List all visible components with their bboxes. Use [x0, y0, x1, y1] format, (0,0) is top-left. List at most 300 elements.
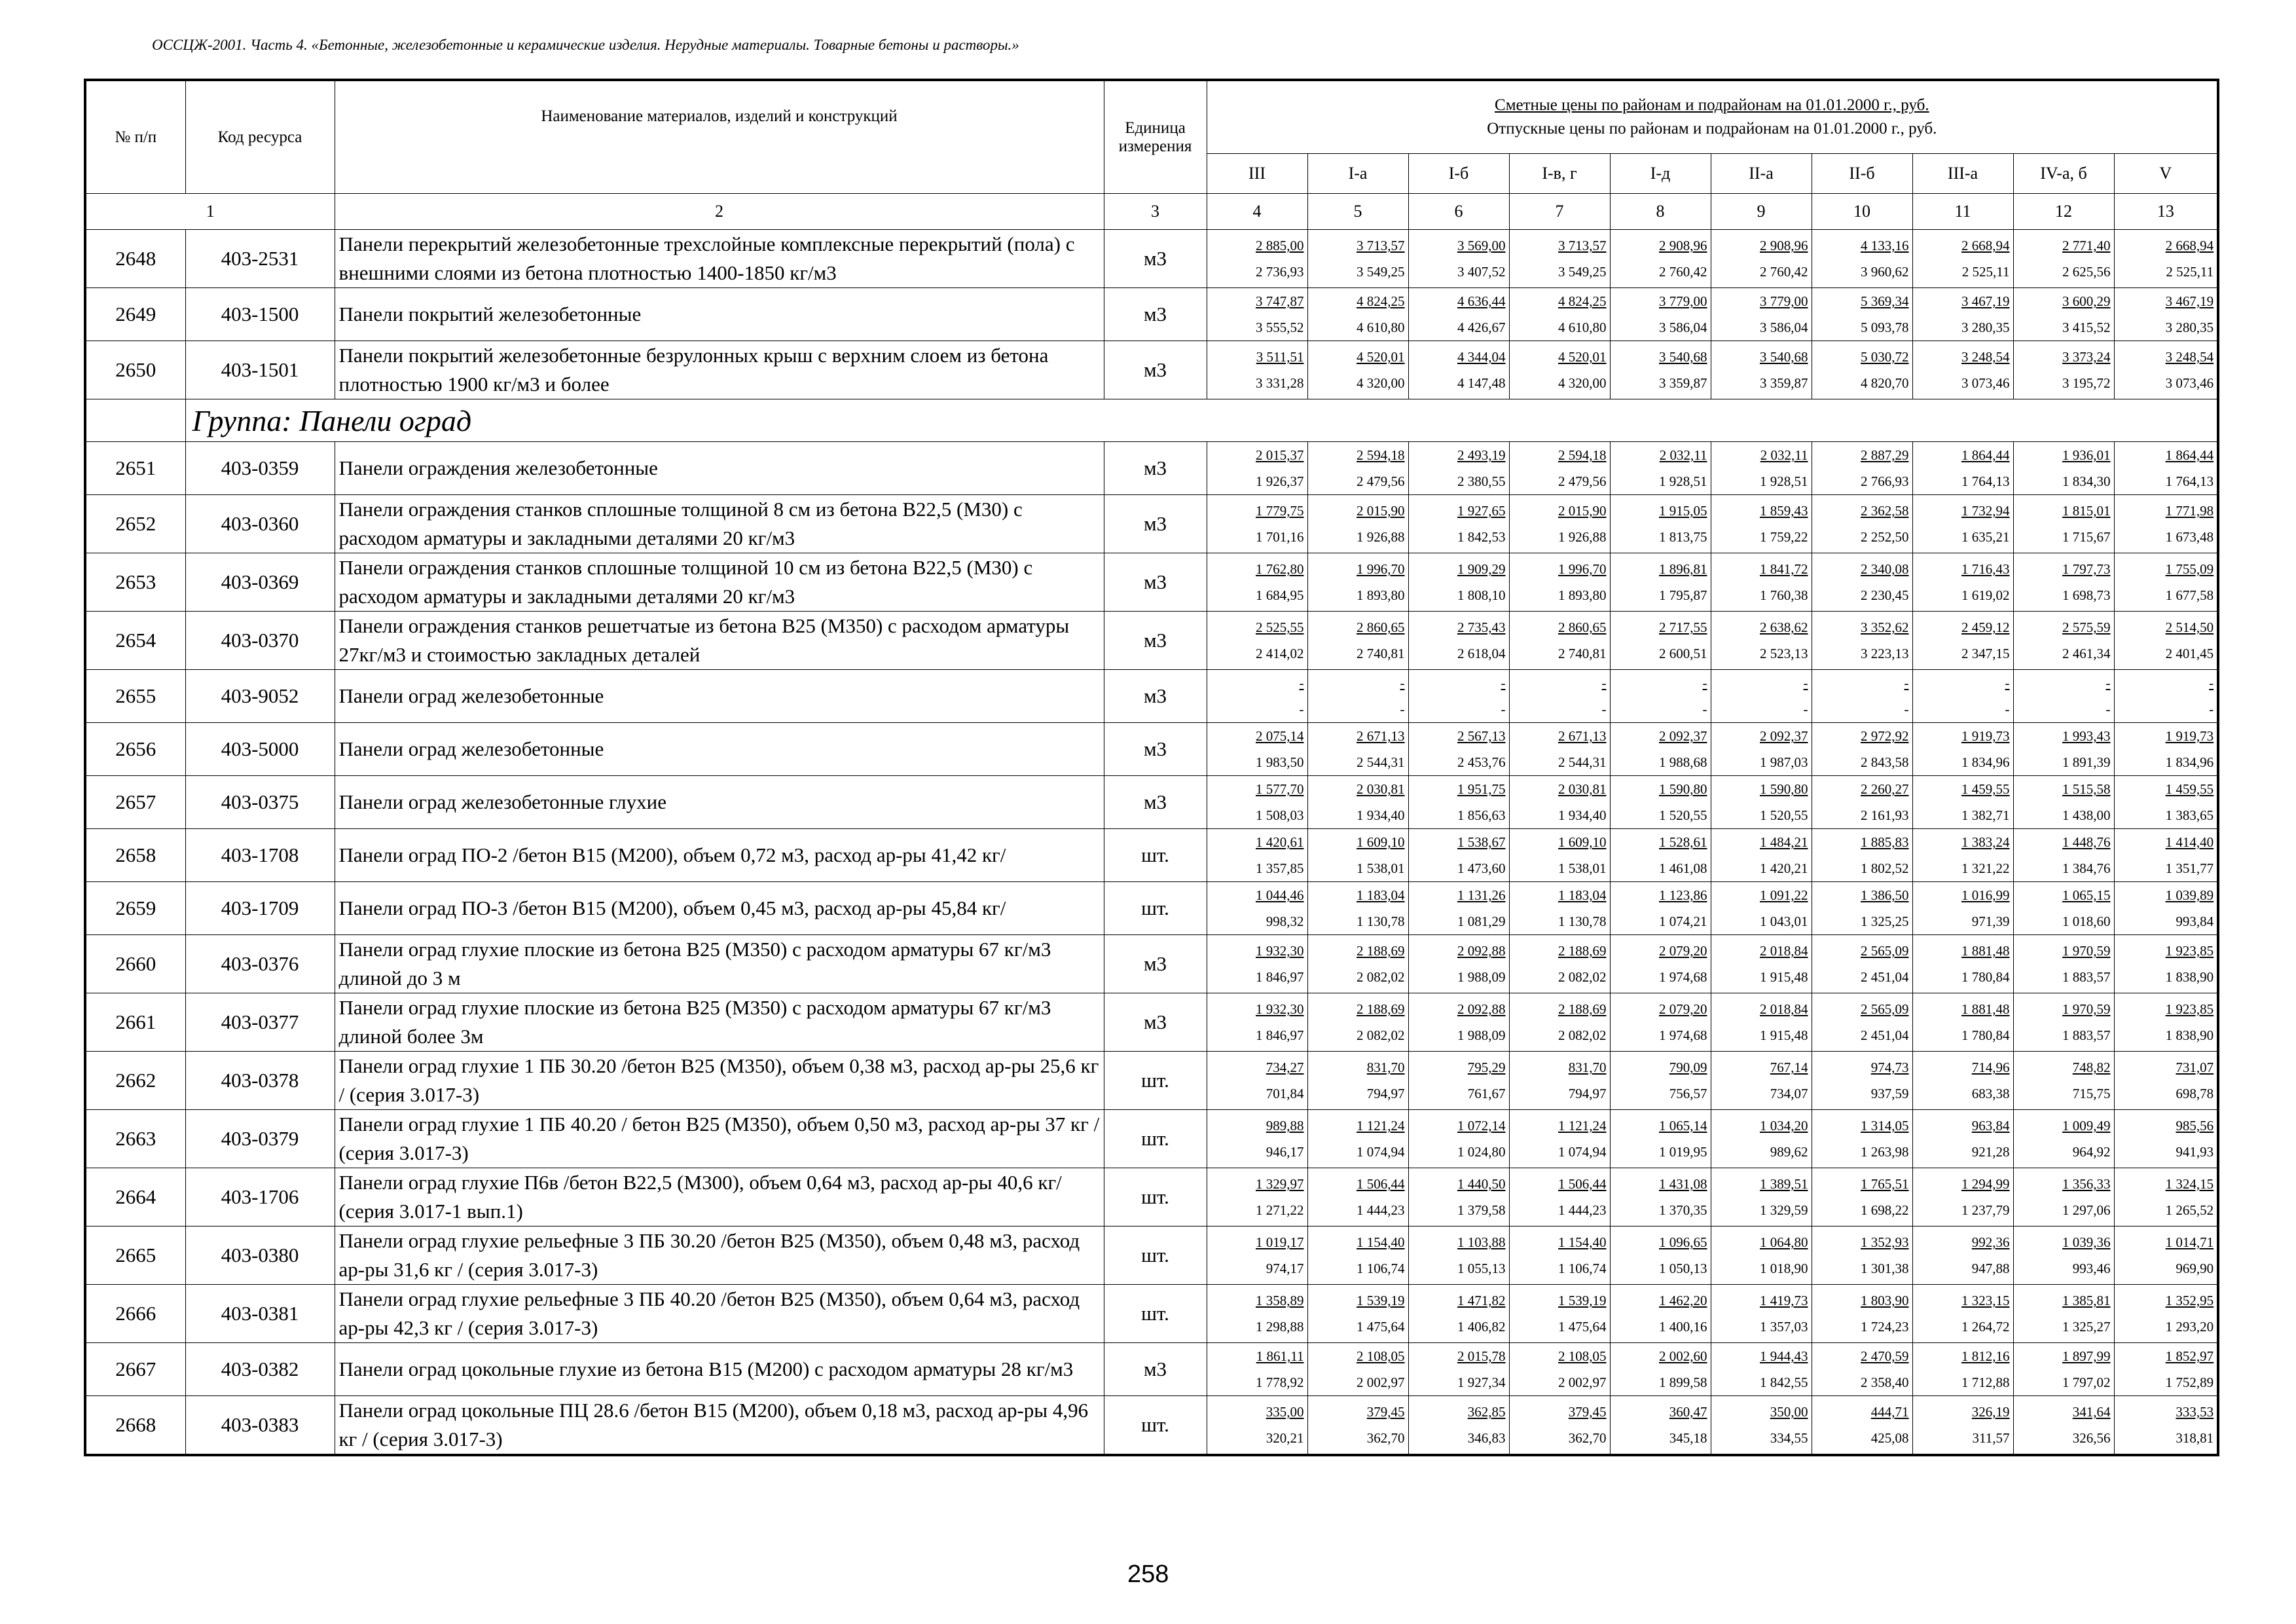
- price-table: [84, 79, 2219, 1456]
- price-cell: [1307, 553, 1408, 612]
- release-price: 4 610,80: [1357, 320, 1405, 335]
- release-price: 1 712,88: [1961, 1375, 2010, 1390]
- price-cell: [1711, 1285, 1812, 1343]
- price-cell: [1711, 288, 1812, 341]
- estimate-price: 2 075,14: [1256, 728, 1304, 744]
- estimate-price: 3 467,19: [2165, 293, 2214, 309]
- estimate-price: 1 881,48: [1961, 1001, 2010, 1017]
- resource-code: 403-0379: [185, 1110, 335, 1168]
- release-price: 1 130,78: [1357, 913, 1405, 929]
- estimate-price: 1 356,33: [2062, 1176, 2111, 1192]
- resource-code: 403-1708: [185, 829, 335, 882]
- price-cell: [1509, 1285, 1610, 1343]
- estimate-price: 444,71: [1870, 1404, 1909, 1420]
- release-price: 993,46: [2072, 1261, 2111, 1276]
- price-cell: [1207, 341, 1307, 399]
- resource-code: 403-1500: [185, 288, 335, 341]
- estimate-price: 1 386,50: [1861, 887, 1909, 903]
- estimate-price: 3 248,54: [2165, 349, 2214, 365]
- release-price: 2 002,97: [1357, 1375, 1405, 1390]
- unit: м3: [1104, 776, 1207, 829]
- item-name: Панели оград глухие рельефные 3 ПБ 40.20 /бетон В25 (М350), объем 0,64 м3, расход ар-ры 42,3 кг / (серия 3.017-3): [335, 1285, 1104, 1343]
- row-num: 2658: [85, 829, 185, 882]
- price-cell: [1207, 935, 1307, 993]
- price-cell: [1207, 1285, 1307, 1343]
- release-price: 1 813,75: [1659, 529, 1707, 545]
- price-cell: [1509, 1396, 1610, 1456]
- release-price: 2 618,04: [1457, 646, 1506, 661]
- estimate-price: 2 188,69: [1357, 943, 1405, 959]
- release-price: 2 082,02: [1357, 969, 1405, 985]
- price-cell: [2114, 1110, 2218, 1168]
- price-cell: [1307, 882, 1408, 935]
- price-cell: [1408, 612, 1509, 670]
- price-cell: [2114, 495, 2218, 553]
- estimate-price: 2 972,92: [1861, 728, 1909, 744]
- price-cell: [1207, 1052, 1307, 1110]
- estimate-price: 1 852,97: [2165, 1348, 2214, 1364]
- price-cell: [2114, 1227, 2218, 1285]
- estimate-price: 2 459,12: [1961, 619, 2010, 635]
- release-price: 3 586,04: [1760, 320, 1808, 335]
- price-cell: [1610, 553, 1711, 612]
- release-price: 2 082,02: [1357, 1027, 1405, 1043]
- estimate-price: 3 467,19: [1961, 293, 2010, 309]
- price-cell: [2114, 612, 2218, 670]
- table-row: [85, 1285, 2218, 1343]
- unit: м3: [1104, 723, 1207, 776]
- estimate-price: 1 484,21: [1760, 834, 1808, 850]
- release-price: 1 778,92: [1256, 1375, 1304, 1390]
- price-cell: [2013, 341, 2114, 399]
- release-price: 1 974,68: [1659, 969, 1707, 985]
- release-price: 701,84: [1266, 1086, 1304, 1101]
- unit: м3: [1104, 993, 1207, 1052]
- item-name: Панели перекрытий железобетонные трехслойные комплексные перекрытий (пола) с внешними слоями из бетона плотностью 1400-1850 кг/м3: [335, 230, 1104, 288]
- release-price: 1 357,03: [1760, 1319, 1808, 1335]
- release-price: 2 401,45: [2165, 646, 2214, 661]
- estimate-price: 1 091,22: [1760, 887, 1808, 903]
- column-index: 1: [85, 194, 335, 230]
- price-cell: [1307, 230, 1408, 288]
- price-cell: [1509, 1343, 1610, 1396]
- price-cell: [1307, 495, 1408, 553]
- price-cell: [1207, 723, 1307, 776]
- release-price: 993,84: [2176, 913, 2214, 929]
- estimate-price: 1 993,43: [2062, 728, 2111, 744]
- price-cell: [1307, 829, 1408, 882]
- price-cell: [1207, 612, 1307, 670]
- unit: м3: [1104, 935, 1207, 993]
- row-num: 2655: [85, 670, 185, 723]
- price-cell: [2114, 288, 2218, 341]
- release-price: 734,07: [1770, 1086, 1808, 1101]
- estimate-price: 2 188,69: [1558, 943, 1607, 959]
- price-cell: [1408, 1168, 1509, 1227]
- column-index: 11: [1912, 194, 2013, 230]
- price-cell: [1307, 442, 1408, 495]
- release-price: 1 983,50: [1256, 754, 1304, 770]
- estimate-price: 1 389,51: [1760, 1176, 1808, 1192]
- release-price: 1 384,76: [2062, 860, 2111, 876]
- price-cell: [2013, 1343, 2114, 1396]
- estimate-price: 1 154,40: [1357, 1234, 1405, 1250]
- column-index: 9: [1711, 194, 1812, 230]
- estimate-price: 1 771,98: [2165, 503, 2214, 519]
- estimate-price: 974,73: [1870, 1060, 1909, 1075]
- estimate-price: -: [1601, 675, 1607, 691]
- release-price: 2 766,93: [1861, 473, 1909, 489]
- price-cell: [1509, 495, 1610, 553]
- estimate-price: 2 079,20: [1659, 1001, 1707, 1017]
- release-price: 425,08: [1870, 1430, 1909, 1446]
- release-price: 1 635,21: [1961, 529, 2010, 545]
- table-row: [85, 1052, 2218, 1110]
- release-price: 2 736,93: [1256, 264, 1304, 280]
- price-cell: [1509, 553, 1610, 612]
- row-num: 2654: [85, 612, 185, 670]
- estimate-price: 1 431,08: [1659, 1176, 1707, 1192]
- row-num: 2649: [85, 288, 185, 341]
- estimate-price: 1 314,05: [1861, 1118, 1909, 1134]
- release-price: 2 525,11: [1961, 264, 2010, 280]
- estimate-price: 1 996,70: [1558, 561, 1607, 577]
- estimate-price: 2 092,37: [1760, 728, 1808, 744]
- release-price: 1 802,52: [1861, 860, 1909, 876]
- price-cell: [1408, 1227, 1509, 1285]
- release-price: 1 764,13: [1961, 473, 2010, 489]
- release-price: 1 701,16: [1256, 529, 1304, 545]
- release-price: 1 297,06: [2062, 1202, 2111, 1218]
- release-price: 1 074,94: [1357, 1144, 1405, 1160]
- estimate-price: 2 079,20: [1659, 943, 1707, 959]
- release-price: 2 082,02: [1558, 1027, 1607, 1043]
- estimate-price: 1 352,93: [1861, 1234, 1909, 1250]
- price-cell: [1711, 670, 1812, 723]
- price-cell: [1711, 553, 1812, 612]
- price-cell: [1307, 1285, 1408, 1343]
- row-num: 2662: [85, 1052, 185, 1110]
- price-cell: [1509, 442, 1610, 495]
- estimate-price: 1 881,48: [1961, 943, 2010, 959]
- price-cell: [1912, 341, 2013, 399]
- release-price: -: [1601, 701, 1607, 717]
- release-price: 1 055,13: [1457, 1261, 1506, 1276]
- estimate-price: 360,47: [1669, 1404, 1707, 1420]
- release-price: 1 926,88: [1357, 529, 1405, 545]
- estimate-price: 1 732,94: [1961, 503, 2010, 519]
- release-price: 1 893,80: [1357, 587, 1405, 603]
- estimate-price: 2 671,13: [1558, 728, 1607, 744]
- estimate-price: 1 590,80: [1760, 781, 1808, 797]
- price-cell: [1610, 1110, 1711, 1168]
- release-price: 2 525,11: [2166, 264, 2214, 280]
- release-price: 1 795,87: [1659, 587, 1707, 603]
- price-cell: [1812, 829, 1912, 882]
- price-cell: [1408, 776, 1509, 829]
- item-name: Панели оград железобетонные: [335, 723, 1104, 776]
- estimate-price: 1 065,15: [2062, 887, 2111, 903]
- release-price: 1 357,85: [1256, 860, 1304, 876]
- release-price: 1 834,96: [2165, 754, 2214, 770]
- resource-code: 403-0383: [185, 1396, 335, 1456]
- item-name: Панели покрытий железобетонные: [335, 288, 1104, 341]
- release-price: 320,21: [1266, 1430, 1304, 1446]
- unit: м3: [1104, 288, 1207, 341]
- row-num: 2650: [85, 341, 185, 399]
- release-price: 1 382,71: [1961, 807, 2010, 823]
- release-price: 2 451,04: [1861, 969, 1909, 985]
- estimate-price: 350,00: [1770, 1404, 1808, 1420]
- price-cell: [1912, 442, 2013, 495]
- release-price: 946,17: [1266, 1144, 1304, 1160]
- release-price: 1 351,77: [2165, 860, 2214, 876]
- release-price: 334,55: [1770, 1430, 1808, 1446]
- release-price: 1 698,73: [2062, 587, 2111, 603]
- estimate-price: 1 154,40: [1558, 1234, 1607, 1250]
- table-row: [85, 723, 2218, 776]
- release-price: 345,18: [1669, 1430, 1707, 1446]
- release-price: 3 415,52: [2062, 320, 2111, 335]
- release-price: 2 479,56: [1558, 473, 1607, 489]
- release-price: 964,92: [2072, 1144, 2111, 1160]
- estimate-price: 1 459,55: [1961, 781, 2010, 797]
- estimate-price: 1 034,20: [1760, 1118, 1808, 1134]
- estimate-price: 3 569,00: [1457, 238, 1506, 253]
- release-price: 1 508,03: [1256, 807, 1304, 823]
- price-cell: [1509, 288, 1610, 341]
- item-name: Панели оград ПО-2 /бетон В15 (М200), объем 0,72 м3, расход ар-ры 41,42 кг/: [335, 829, 1104, 882]
- column-index: 2: [335, 194, 1104, 230]
- unit: м3: [1104, 442, 1207, 495]
- estimate-price: 1 919,73: [2165, 728, 2214, 744]
- release-price: 715,75: [2072, 1086, 2111, 1101]
- price-cell: [2114, 670, 2218, 723]
- estimate-price: -: [1299, 675, 1304, 691]
- column-index: 10: [1812, 194, 1912, 230]
- release-price: -: [1803, 701, 1808, 717]
- price-cell: [1610, 670, 1711, 723]
- estimate-price: 1 765,51: [1861, 1176, 1909, 1192]
- price-cell: [1912, 1110, 2013, 1168]
- price-cell: [1912, 612, 2013, 670]
- estimate-price: 2 018,84: [1760, 943, 1808, 959]
- release-price: 2 453,76: [1457, 754, 1506, 770]
- price-cell: [1307, 723, 1408, 776]
- estimate-price: 3 713,57: [1357, 238, 1405, 253]
- header-name: Наименование материалов, изделий и конструкций: [335, 80, 1104, 194]
- price-cell: [1408, 1052, 1509, 1110]
- region-header: II-б: [1812, 154, 1912, 194]
- release-price: 3 073,46: [2165, 375, 2214, 391]
- table-row: [85, 288, 2218, 341]
- price-cell: [1307, 288, 1408, 341]
- price-cell: [1711, 442, 1812, 495]
- release-price: 974,17: [1266, 1261, 1304, 1276]
- estimate-price: 1 859,43: [1760, 503, 1808, 519]
- price-cell: [1812, 1285, 1912, 1343]
- estimate-price: 2 470,59: [1861, 1348, 1909, 1364]
- estimate-price: 1 577,70: [1256, 781, 1304, 797]
- release-price: -: [1400, 701, 1405, 717]
- price-cell: [2114, 1052, 2218, 1110]
- release-price: 2 414,02: [1256, 646, 1304, 661]
- column-index: 4: [1207, 194, 1307, 230]
- price-cell: [1610, 1227, 1711, 1285]
- estimate-price: 379,45: [1366, 1404, 1405, 1420]
- estimate-price: 1 927,65: [1457, 503, 1506, 519]
- table-row: [85, 442, 2218, 495]
- region-header: I-б: [1408, 154, 1509, 194]
- release-price: 2 760,42: [1659, 264, 1707, 280]
- release-price: 1 298,88: [1256, 1319, 1304, 1335]
- estimate-price: 2 032,11: [1760, 447, 1808, 463]
- row-num: 2661: [85, 993, 185, 1052]
- release-price: 3 073,46: [1961, 375, 2010, 391]
- release-price: 326,56: [2072, 1430, 2111, 1446]
- estimate-price: -: [1400, 675, 1405, 691]
- estimate-price: -: [1904, 675, 1909, 691]
- release-price: 1 043,01: [1760, 913, 1808, 929]
- estimate-price: 3 540,68: [1659, 349, 1707, 365]
- region-header: II-а: [1711, 154, 1812, 194]
- estimate-price: 1 538,67: [1457, 834, 1506, 850]
- price-cell: [1207, 670, 1307, 723]
- estimate-price: 2 594,18: [1357, 447, 1405, 463]
- column-index: 13: [2114, 194, 2218, 230]
- price-cell: [1207, 829, 1307, 882]
- price-cell: [2114, 993, 2218, 1052]
- estimate-price: 2 493,19: [1457, 447, 1506, 463]
- estimate-price: 2 885,00: [1256, 238, 1304, 253]
- estimate-price: 1 923,85: [2165, 1001, 2214, 1017]
- release-price: 1 928,51: [1760, 473, 1808, 489]
- estimate-price: 1 323,15: [1961, 1293, 2010, 1308]
- price-cell: [2013, 776, 2114, 829]
- estimate-price: 992,36: [1971, 1234, 2010, 1250]
- release-price: 1 400,16: [1659, 1319, 1707, 1335]
- price-cell: [1610, 935, 1711, 993]
- resource-code: 403-0369: [185, 553, 335, 612]
- estimate-price: 1 039,36: [2062, 1234, 2111, 1250]
- header-release-prices: Отпускные цены по районам и подрайонам на 01.01.2000 г., руб.: [1487, 120, 1937, 138]
- price-cell: [1408, 882, 1509, 935]
- release-price: 1 842,53: [1457, 529, 1506, 545]
- table-row: [85, 1343, 2218, 1396]
- release-price: 2 461,34: [2062, 646, 2111, 661]
- price-cell: [1912, 993, 2013, 1052]
- estimate-price: 1 864,44: [1961, 447, 2010, 463]
- estimate-price: 1 762,80: [1256, 561, 1304, 577]
- estimate-price: 341,64: [2072, 1404, 2111, 1420]
- release-price: 1 883,57: [2062, 969, 2111, 985]
- price-cell: [1912, 1343, 2013, 1396]
- release-price: 1 899,58: [1659, 1375, 1707, 1390]
- price-cell: [1711, 723, 1812, 776]
- release-price: 1 018,60: [2062, 913, 2111, 929]
- group-label: Группа: Панели оград: [185, 399, 2218, 442]
- price-cell: [1912, 882, 2013, 935]
- estimate-price: 963,84: [1971, 1118, 2010, 1134]
- estimate-price: 4 636,44: [1457, 293, 1506, 309]
- release-price: 2 347,15: [1961, 646, 2010, 661]
- resource-code: 403-1706: [185, 1168, 335, 1227]
- price-cell: [1912, 1168, 2013, 1227]
- estimate-price: 1 515,58: [2062, 781, 2111, 797]
- estimate-price: 1 609,10: [1558, 834, 1607, 850]
- price-cell: [2013, 612, 2114, 670]
- price-cell: [1711, 1110, 1812, 1168]
- estimate-price: -: [2005, 675, 2010, 691]
- estimate-price: 3 248,54: [1961, 349, 2010, 365]
- price-cell: [1509, 1110, 1610, 1168]
- estimate-price: 2 565,09: [1861, 1001, 1909, 1017]
- estimate-price: 4 133,16: [1861, 238, 1909, 253]
- estimate-price: 2 668,94: [2165, 238, 2214, 253]
- table-row: [85, 776, 2218, 829]
- price-cell: [1912, 288, 2013, 341]
- resource-code: 403-0370: [185, 612, 335, 670]
- price-cell: [2114, 829, 2218, 882]
- price-cell: [1307, 1396, 1408, 1456]
- estimate-price: 1 044,46: [1256, 887, 1304, 903]
- price-cell: [1711, 495, 1812, 553]
- release-price: 1 838,90: [2165, 1027, 2214, 1043]
- estimate-price: 748,82: [2072, 1060, 2111, 1075]
- release-price: -: [1501, 701, 1506, 717]
- header-prices: [1207, 80, 2218, 154]
- release-price: 1 987,03: [1760, 754, 1808, 770]
- estimate-price: 2 860,65: [1558, 619, 1607, 635]
- estimate-price: -: [2105, 675, 2111, 691]
- price-cell: [2013, 829, 2114, 882]
- price-cell: [2013, 723, 2114, 776]
- estimate-price: 1 420,61: [1256, 834, 1304, 850]
- estimate-price: 1 183,04: [1357, 887, 1405, 903]
- price-cell: [1509, 935, 1610, 993]
- price-cell: [2013, 993, 2114, 1052]
- item-name: Панели оград глухие 1 ПБ 30.20 /бетон В25 (М350), объем 0,38 м3, расход ар-ры 25,6 кг / (серия 3.017-3): [335, 1052, 1104, 1110]
- resource-code: 403-0382: [185, 1343, 335, 1396]
- resource-code: 403-0375: [185, 776, 335, 829]
- release-price: 1 325,25: [1861, 913, 1909, 929]
- price-cell: [1812, 1052, 1912, 1110]
- price-cell: [2114, 230, 2218, 288]
- table-row: [85, 495, 2218, 553]
- release-price: -: [1904, 701, 1909, 717]
- price-cell: [1711, 1227, 1812, 1285]
- price-cell: [2013, 230, 2114, 288]
- price-cell: [1812, 341, 1912, 399]
- price-cell: [1711, 230, 1812, 288]
- price-cell: [2114, 1396, 2218, 1456]
- estimate-price: 335,00: [1266, 1404, 1304, 1420]
- row-num: 2663: [85, 1110, 185, 1168]
- release-price: 1 024,80: [1457, 1144, 1506, 1160]
- price-cell: [1610, 1343, 1711, 1396]
- estimate-price: 1 506,44: [1357, 1176, 1405, 1192]
- unit: м3: [1104, 612, 1207, 670]
- release-price: 3 280,35: [2165, 320, 2214, 335]
- table-row: [85, 993, 2218, 1052]
- table-row: [85, 935, 2218, 993]
- estimate-price: 1 462,20: [1659, 1293, 1707, 1308]
- header-estimate-prices: Сметные цены по районам и подрайонам на 01.01.2000 г., руб.: [1495, 96, 1929, 114]
- price-cell: [1610, 1168, 1711, 1227]
- price-cell: [1610, 993, 1711, 1052]
- estimate-price: 731,07: [2176, 1060, 2214, 1075]
- release-price: 969,90: [2176, 1261, 2214, 1276]
